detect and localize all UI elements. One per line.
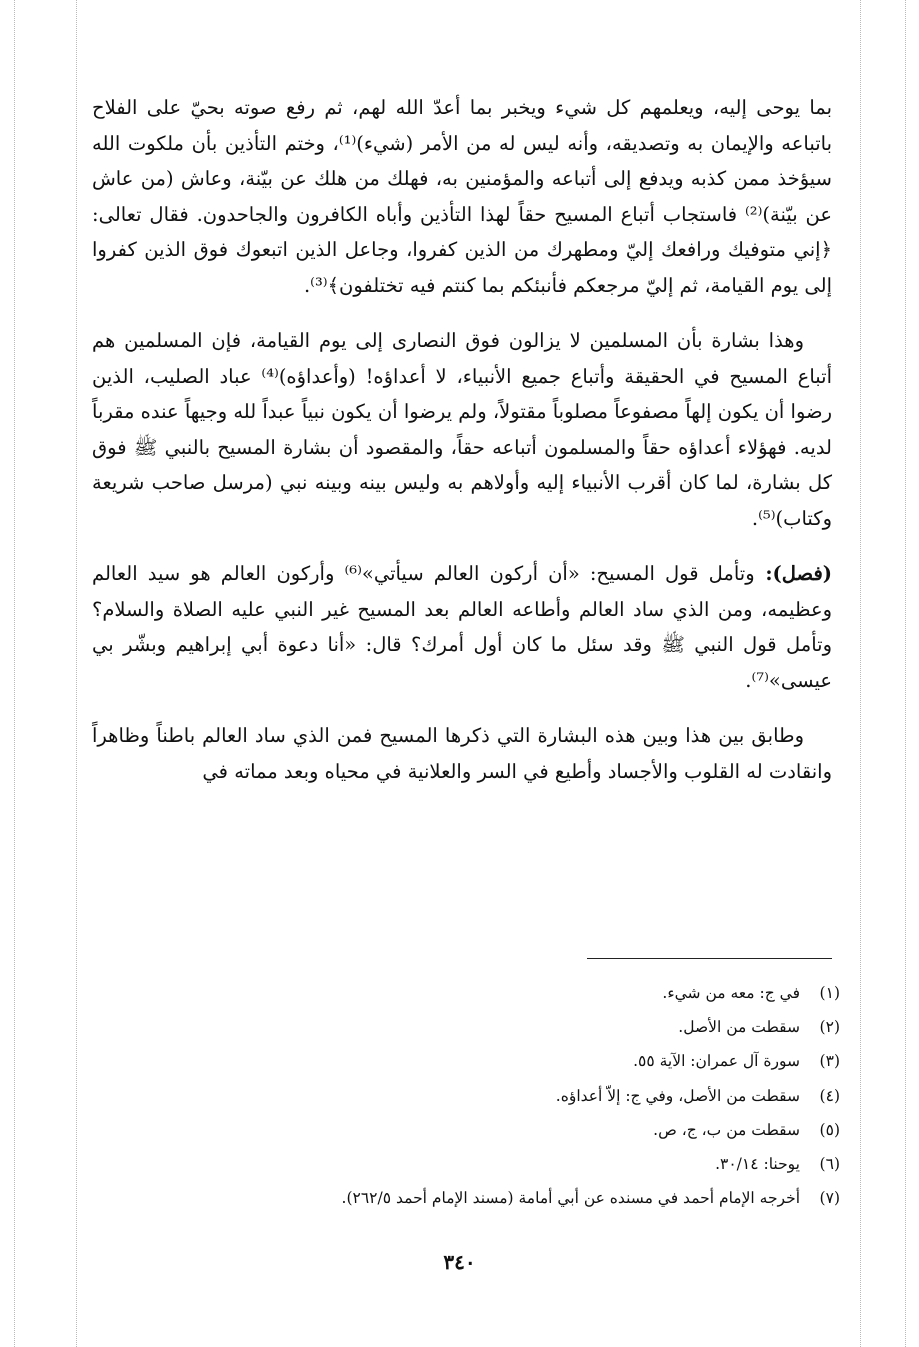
paragraph-3-text: وتأمل قول المسيح: «أن أركون العالم سيأتي»⁽⁶⁾ وأركون العالم هو سيد العالم وعظيمه، ومن الذي ساد العالم وأطاعه العالم بعد المسيح غير النبي عليه الصلاة والسلام؟ وتأمل قول النبي ﷺ وقد سئل ما كان أول أمرك؟ قال: «أنا دعوة أبي إبراهيم وبشّر بي عيسى»⁽⁷⁾.	[92, 562, 832, 692]
footnote-number: (٢)	[819, 1018, 840, 1037]
footnote-number: (٧)	[819, 1189, 840, 1208]
footnote-number: (٥)	[819, 1120, 840, 1139]
footnote-number: (٣)	[819, 1052, 840, 1071]
footnote-text: سورة آل عمران: الآية ٥٥.	[633, 1052, 800, 1071]
footnote-item	[150, 1181, 840, 1215]
footnote-text: سقطت من الأصل.	[678, 1018, 800, 1037]
scan-dotted-line-right	[905, 0, 906, 1347]
footnote-number: (١)	[819, 984, 840, 1002]
footnote-item	[150, 1147, 840, 1181]
footnote-text: أخرجه الإمام أحمد في مسنده عن أبي أمامة (مسند الإمام أحمد ٢٦٢/٥).	[341, 1189, 800, 1208]
footnote-text: يوحنا: ٣٠/١٤.	[715, 1155, 800, 1174]
footnote-number: (٦)	[819, 1155, 840, 1174]
paragraph-4: وطابق بين هذا وبين هذه البشارة التي ذكرها المسيح فمن الذي ساد العالم باطناً وظاهراً وانقادت له القلوب والأجساد وأطيع في السر والعلانية في محياه وبعد مماته في	[92, 724, 832, 783]
main-text	[92, 90, 832, 809]
page-number: ٣٤٠	[443, 1250, 476, 1274]
footnote-number: (٤)	[819, 1086, 840, 1105]
scan-dotted-line-left-inner	[76, 0, 77, 1347]
footnote-item	[150, 1113, 840, 1147]
paragraph-1: بما يوحى إليه، ويعلمهم كل شيء ويخبر بما أعدّ الله لهم، ثم رفع صوته بحيّ على الفلاح باتباعه والإيمان به وتصديقه، وأنه ليس له من الأمر (شيء)⁽¹⁾، وختم التأذين بأن ملكوت الله سيؤخذ ممن كذبه ويدفع إلى أتباعه والمؤمنين به، فهلك من هلك عن بيّنة، وعاش (من عاش عن بيّنة)⁽²⁾ فاستجاب أتباع المسيح حقاً لهذا التأذين وأباه الكافرون والجاحدون. فقال تعالى: ﴿إني متوفيك ورافعك إليّ ومطهرك من الذين كفروا، وجاعل الذين اتبعوك فوق الذين كفروا إلى يوم القيامة، ثم إليّ مرجعكم فأنبئكم بما كنتم فيه تختلفون﴾⁽³⁾.	[92, 96, 833, 297]
fasl-label: (فصل):	[754, 562, 832, 585]
paragraph-2: وهذا بشارة بأن المسلمين لا يزالون فوق النصارى إلى يوم القيامة، فإن المسلمين هم أتباع المسيح في الحقيقة وأتباع جميع الأنبياء، لا أعداؤه! (وأعداؤه)⁽⁴⁾ عباد الصليب، الذين رضوا أن يكون إلهاً مصفوعاً مصلوباً مقتولاً، ولم يرضوا أن يكون نبياً عبداً لله وجيهاً عنده مقرباً لديه. فهؤلاء أعداؤه حقاً والمسلمون أتباعه حقاً، والمقصود أن بشارة المسيح بالنبي ﷺ فوق كل بشارة، لما كان أقرب الأنبياء إليه وأولاهم به وليس بينه وبينه نبي (مرسل صاحب شريعة وكتاب)⁽⁵⁾.	[92, 329, 832, 530]
footnote-item	[150, 1010, 840, 1044]
footnote-text: في ج: معه من شيء.	[662, 984, 800, 1002]
footnote-text: سقطت من الأصل، وفي ج: إلاّ أعداؤه.	[555, 1086, 800, 1105]
footnote-text: سقطت من ب، ج، ص.	[653, 1120, 800, 1139]
footnote-item	[150, 976, 840, 1010]
footnote-item	[150, 1079, 840, 1113]
footnote-item	[150, 1044, 840, 1078]
scan-dotted-line-left	[14, 0, 15, 1347]
footnote-separator	[587, 958, 832, 959]
scan-dotted-line-right-inner	[860, 0, 861, 1347]
footnotes-list	[150, 976, 840, 1215]
paragraph-3	[92, 556, 832, 698]
